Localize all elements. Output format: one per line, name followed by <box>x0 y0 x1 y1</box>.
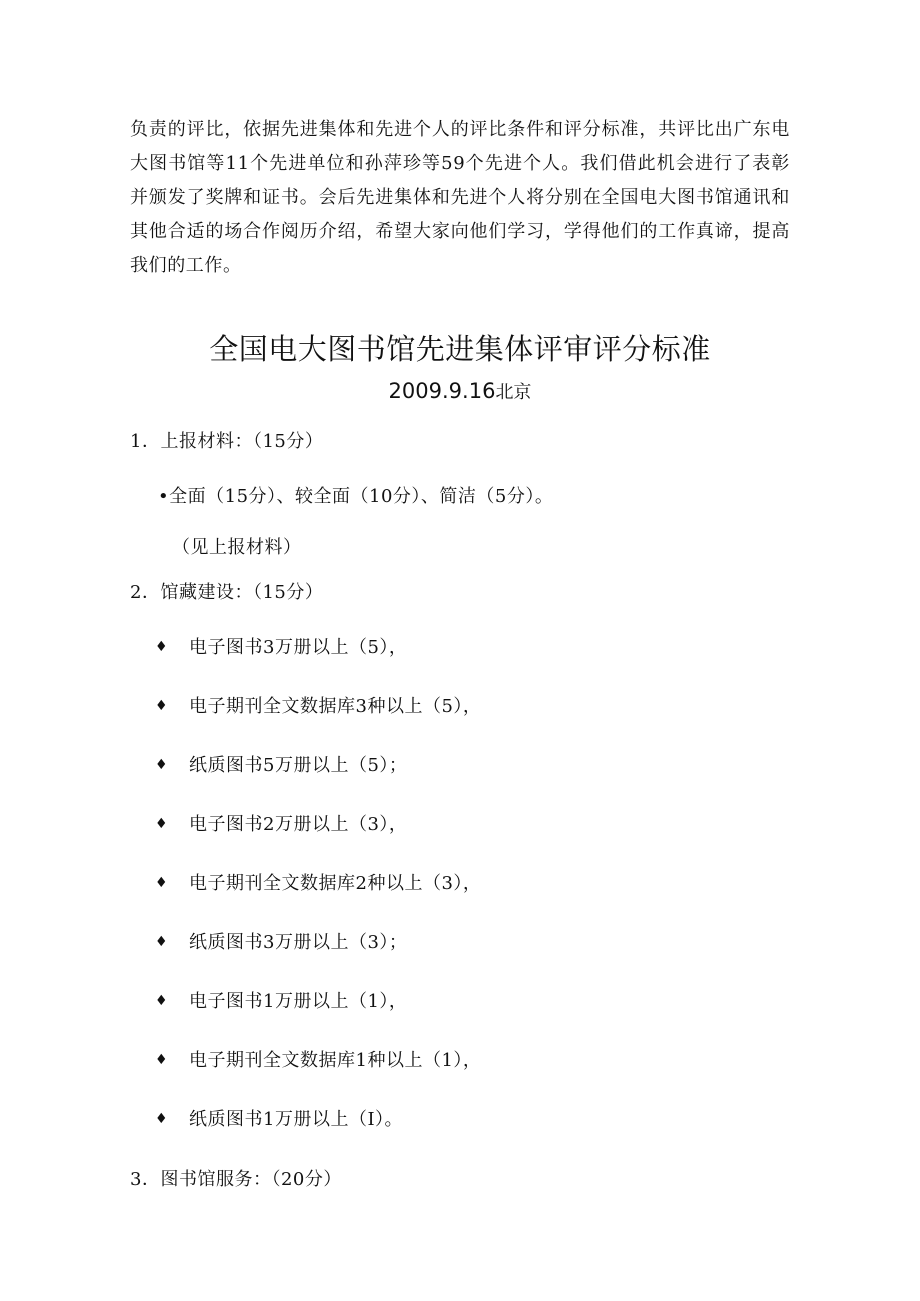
diamond-bullet-icon: ♦ <box>155 639 169 655</box>
list-item-text: 电子期刊全文数据库1种以上（1）， <box>189 1050 482 1071</box>
list-item <box>155 987 407 1013</box>
list-item-text: 纸质图书1万册以上（I）。 <box>189 1109 404 1130</box>
section-1-note: （见上报材料） <box>172 537 302 558</box>
list-item <box>155 751 407 777</box>
list-item <box>155 810 407 836</box>
diamond-bullet-icon: ♦ <box>155 1052 169 1068</box>
diamond-bullet-icon: ♦ <box>155 816 169 832</box>
list-item-text: 纸质图书5万册以上（5）； <box>189 755 408 776</box>
list-item-text: 电子图书1万册以上（1）， <box>189 991 408 1012</box>
list-item-text: 纸质图书3万册以上（3）； <box>189 932 408 953</box>
list-item <box>155 1046 481 1072</box>
list-item-text: 电子图书3万册以上（5）， <box>189 637 408 658</box>
list-item <box>155 633 407 659</box>
list-item <box>155 1105 403 1131</box>
document-title: 全国电大图书馆先进集体评审评分标准 <box>209 332 711 366</box>
section-1-heading: 1．上报材料：（15分） <box>130 431 324 452</box>
intro-paragraph: 负责的评比，依据先进集体和先进个人的评比条件和评分标准，共评比出广东电大图书馆等11个先进单位和孙萍珍等59个先进个人。我们借此机会进行了表彰并颁发了奖牌和证书。会后先进集体和先进个人将分别在全国电大图书馆通讯和其他合适的场合作阅历介绍，希望大家向他们学习，学得他们的工作真谛，提高我们的工作。 <box>130 119 790 276</box>
date-text: 2009.9.16 <box>388 379 496 403</box>
diamond-bullet-icon: ♦ <box>155 698 169 714</box>
diamond-bullet-icon: ♦ <box>155 1111 169 1127</box>
diamond-bullet-icon: ♦ <box>155 993 169 1009</box>
diamond-bullet-icon: ♦ <box>155 875 169 891</box>
section-3-heading: 3．图书馆服务：（20分） <box>130 1169 342 1190</box>
section-2-heading: 2．馆藏建设：（15分） <box>130 582 324 603</box>
diamond-bullet-icon: ♦ <box>155 934 169 950</box>
list-item-text: 电子期刊全文数据库2种以上（3）， <box>189 873 482 894</box>
diamond-bullet-icon: ♦ <box>155 757 169 773</box>
date-line <box>0 378 920 404</box>
list-item-text: 电子期刊全文数据库3种以上（5）， <box>189 696 482 717</box>
list-item <box>155 692 481 718</box>
list-item-text: 电子图书2万册以上（3）， <box>189 814 408 835</box>
section-1-criteria: •全面（15分）、较全面（10分）、简洁（5分）。 <box>158 486 554 507</box>
list-item <box>155 928 407 954</box>
place-text: 北京 <box>495 382 532 403</box>
list-item <box>155 869 481 895</box>
